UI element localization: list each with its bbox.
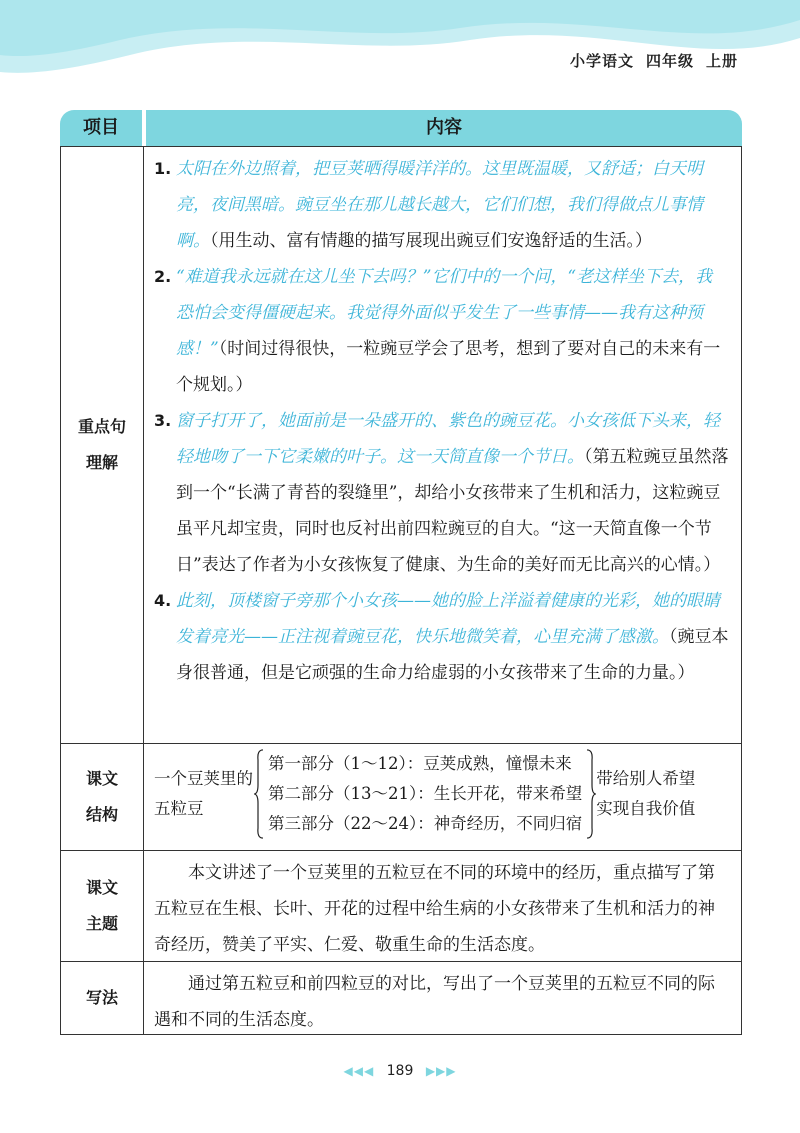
- item-number: 1.: [154, 159, 172, 178]
- item-number: 2.: [154, 267, 172, 286]
- structure-conclusion: [596, 764, 695, 824]
- quote-text: 太阳在外边照着，把豆荚晒得暖洋洋的。这里既温暖，又舒适；白天明亮，夜间黑暗。豌豆坐在那儿越长越大，它们们想，我们得做点儿事情啊。: [176, 159, 703, 251]
- column-header-item: 项目: [83, 117, 119, 138]
- study-table: [60, 110, 742, 1035]
- structure-part: 第三部分（22～24）：神奇经历，不同归宿: [268, 814, 583, 833]
- label-line: 重点句: [77, 417, 126, 436]
- header-wave-decoration: [0, 0, 800, 90]
- writing-text: 通过第五粒豆和前四粒豆的对比，写出了一个豆荚里的五粒豆不同的际遇和不同的生活态度。: [154, 974, 715, 1030]
- label-line: 结构: [85, 805, 118, 824]
- writing-content: [144, 962, 741, 1034]
- page-footer: [0, 1063, 800, 1079]
- row-label-writing: 写法: [61, 962, 144, 1034]
- structure-part: 第一部分（1～12）：豆荚成熟，憧憬未来: [268, 754, 572, 773]
- note-text: （时间过得很快，一粒豌豆学会了思考，想到了要对自己的未来有一个规划。）: [176, 339, 721, 395]
- theme-content: [144, 851, 741, 961]
- structure-title-line: 一个豆荚里的: [154, 769, 253, 788]
- row-label-theme: [61, 851, 144, 961]
- label-line: 课文: [85, 878, 118, 897]
- list-item: [154, 583, 729, 691]
- label-line: 理解: [85, 453, 118, 472]
- row-structure: [61, 743, 741, 850]
- note-text: （用生动、富有情趣的描写展现出豌豆们安逸舒适的生活。）: [210, 231, 652, 251]
- table-body: [60, 146, 742, 1035]
- row-writing: [61, 961, 741, 1034]
- note-text: （豌豆本身很普通，但是它顽强的生命力给虚弱的小女孩带来了生命的力量。）: [176, 627, 729, 683]
- structure-diagram: [154, 744, 733, 844]
- row-key-sentences: [61, 146, 741, 743]
- right-arrows-icon: ▶▶▶: [425, 1064, 457, 1078]
- row-label-structure: [61, 744, 144, 850]
- page-number: 189: [386, 1063, 414, 1079]
- item-number: 3.: [154, 411, 172, 430]
- theme-text: 本文讲述了一个豆荚里的五粒豆在不同的环境中的经历，重点描写了第五粒豆在生根、长叶、开花的过程中给生病的小女孩带来了生机和活力的神奇经历，赞美了平实、仁爱、敬重生命的生活态度。: [154, 863, 715, 955]
- subject-label: 小学语文: [569, 52, 634, 70]
- structure-part: 第二部分（13～21）：生长开花，带来希望: [268, 784, 583, 803]
- structure-title: [154, 764, 254, 824]
- note-text: （第五粒豌豆虽然落到一个“长满了青苔的裂缝里”，却给小女孩带来了生机和活力，这粒豌豆虽平凡却宝贵，同时也反衬出前四粒豌豆的自大。“这一天简直像一个节日”表达了作者为小女孩恢复了健康、为生命的美好而无比高兴的心情。）: [176, 447, 729, 575]
- structure-parts: [254, 749, 596, 839]
- right-brace: [586, 749, 596, 839]
- quote-text: 此刻，顶楼窗子旁那个小女孩——她的脸上洋溢着健康的光彩，她的眼睛发着亮光——正注视着豌豆花，快乐地微笑着，心里充满了感激。: [176, 591, 720, 647]
- book-header: [558, 50, 738, 71]
- structure-conclusion-line: 实现自我价值: [596, 799, 696, 818]
- quote-text: “难道我永远就在这儿坐下去吗？”它们中的一个问，“老这样坐下去，我恐怕会变得僵硬起来。我觉得外面似乎发生了一些事情——我有这种预感！”: [176, 267, 713, 359]
- list-item: [154, 151, 729, 259]
- key-sentences-content: [144, 147, 741, 743]
- row-label-key-sentences: [61, 147, 144, 743]
- left-arrows-icon: ◀◀◀: [343, 1064, 375, 1078]
- list-item: [154, 259, 729, 403]
- volume-label: 上册: [705, 52, 738, 70]
- column-header-content: 内容: [426, 117, 462, 138]
- list-item: [154, 403, 729, 583]
- row-theme: [61, 850, 741, 961]
- grade-label: 四年级: [645, 52, 694, 70]
- item-number: 4.: [154, 591, 172, 610]
- label-line: 课文: [85, 769, 118, 788]
- left-brace: [254, 749, 264, 839]
- quote-text: 窗子打开了，她面前是一朵盛开的、紫色的豌豆花。小女孩低下头来，轻轻地吻了一下它柔嫩的叶子。这一天简直像一个节日。: [176, 411, 720, 467]
- table-header: [60, 110, 742, 146]
- structure-content: [144, 744, 741, 850]
- label-line: 主题: [85, 914, 118, 933]
- structure-conclusion-line: 带给别人希望: [596, 769, 696, 788]
- structure-title-line: 五粒豆: [154, 799, 204, 818]
